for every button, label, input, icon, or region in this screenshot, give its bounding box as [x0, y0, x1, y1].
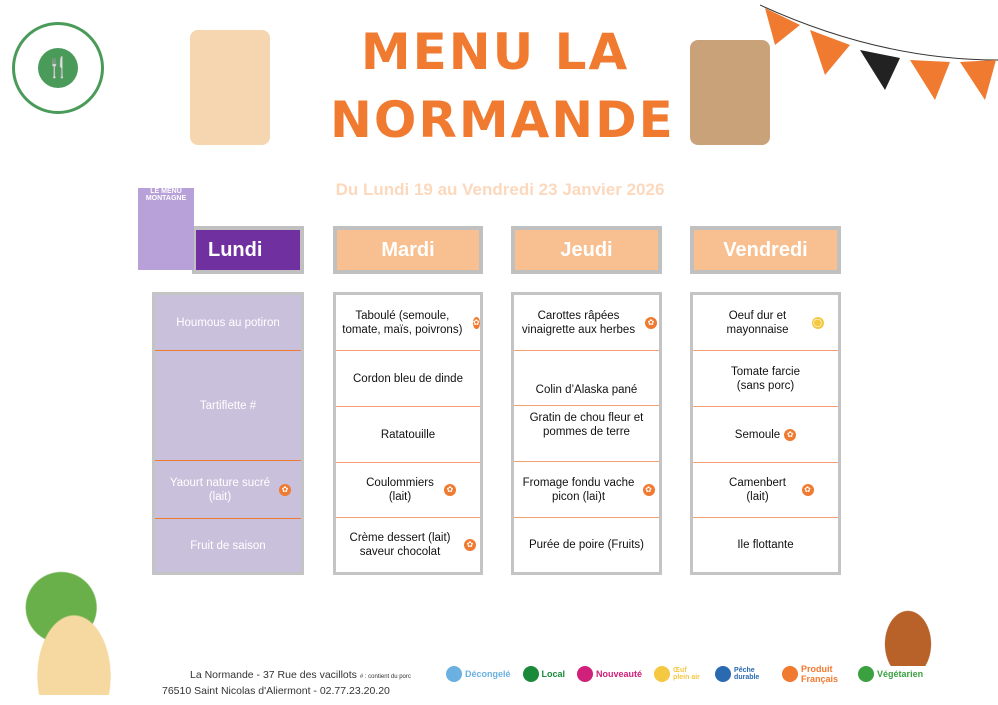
column-jeudi	[511, 292, 662, 575]
menu-item: Cordon bleu de dinde	[336, 351, 480, 407]
leaf-icon	[858, 666, 874, 682]
menu-item: Camenbert (lait) ✿	[693, 463, 838, 518]
menu-item: Carottes râpées vinaigrette aux herbes ✿	[514, 295, 659, 351]
menu-item: Purée de poire (Fruits)	[528, 539, 645, 551]
column-lundi	[152, 292, 304, 575]
legend-nouveaute: Nouveauté	[577, 664, 642, 684]
produit-francais-icon: ✿	[464, 539, 476, 551]
la-normande-logo	[12, 22, 104, 114]
pirate-boy-illustration	[190, 30, 270, 145]
legend	[446, 664, 923, 684]
new-icon	[577, 666, 593, 682]
menu-item: Yaourt nature sucré (lait) ✿	[155, 461, 301, 519]
pirate-ship-illustration	[862, 578, 954, 666]
pork-note: # : contient du porc	[359, 674, 411, 680]
menu-item: Tomate farcie (sans porc)	[693, 351, 838, 407]
france-icon	[782, 666, 798, 682]
menu-item: Taboulé (semoule, tomate, maïs, poivrons) ✿	[336, 295, 480, 351]
menu-item: Colin d’Alaska pané	[514, 351, 659, 406]
menu-item: Tartiflette #	[155, 351, 301, 461]
header-lundi: Lundi	[192, 226, 304, 274]
egg-icon	[654, 666, 670, 682]
island-illustration	[10, 570, 138, 695]
header-mardi: Mardi	[333, 226, 483, 274]
produit-francais-icon: ✿	[802, 484, 814, 496]
legend-oeuf-plein-air: Œuf plein air	[654, 664, 703, 684]
produit-francais-icon: ✿	[279, 484, 291, 496]
footer-address-line1: La Normande - 37 Rue des vacillots # : contient du porc	[190, 669, 411, 681]
produit-francais-icon: ✿	[472, 317, 480, 327]
pot-icon	[523, 666, 539, 682]
fork-icon: 🍴	[38, 48, 78, 88]
menu-item: Ile flottante	[737, 539, 794, 551]
produit-francais-icon: ✿	[643, 484, 655, 496]
menu-item: Gratin de chou fleur et pommes de terre	[514, 407, 659, 462]
legend-vegetarien: Végétarien	[858, 664, 923, 684]
menu-item: Houmous au potiron	[155, 295, 301, 351]
title-line2: NORMANDE	[330, 91, 675, 149]
bunting-flags	[760, 0, 998, 110]
menu-montagne-poster: LE MENU MONTAGNE	[138, 188, 194, 270]
footer-address-line2: 76510 Saint Nicolas d'Aliermont - 02.77.23.20.20	[162, 685, 390, 697]
produit-francais-icon: ✿	[444, 484, 456, 496]
legend-local: Local	[523, 664, 566, 684]
snowflake-icon	[446, 666, 462, 682]
menu-item: Oeuf dur et mayonnaise ◯	[693, 295, 838, 351]
fish-icon	[715, 666, 731, 682]
menu-item: Semoule ✿	[693, 407, 838, 463]
column-vendredi	[690, 292, 841, 575]
menu-item: Fromage fondu vache picon (lai)t ✿	[514, 463, 659, 518]
menu-item: Coulommiers (lait) ✿	[336, 463, 480, 518]
header-vendredi: Vendredi	[690, 226, 841, 274]
legend-produit-francais: Produit Français	[782, 664, 846, 684]
column-mardi	[333, 292, 483, 575]
menu-item: Crème dessert (lait) saveur chocolat ✿	[336, 518, 480, 572]
date-range: Du Lundi 19 au Vendredi 23 Janvier 2026	[335, 180, 665, 199]
header-jeudi: Jeudi	[511, 226, 662, 274]
legend-peche-durable: Pêche durable	[715, 664, 770, 684]
title-line1: MENU LA	[360, 23, 630, 81]
legend-decongele: Décongelé	[446, 664, 511, 684]
produit-francais-icon: ✿	[645, 317, 657, 329]
oeuf-plein-air-icon: ◯	[813, 317, 822, 327]
pirate-monkey-illustration	[690, 40, 770, 145]
menu-item: Fruit de saison	[155, 519, 301, 572]
menu-item: Ratatouille	[336, 407, 480, 463]
produit-francais-icon: ✿	[784, 429, 796, 441]
